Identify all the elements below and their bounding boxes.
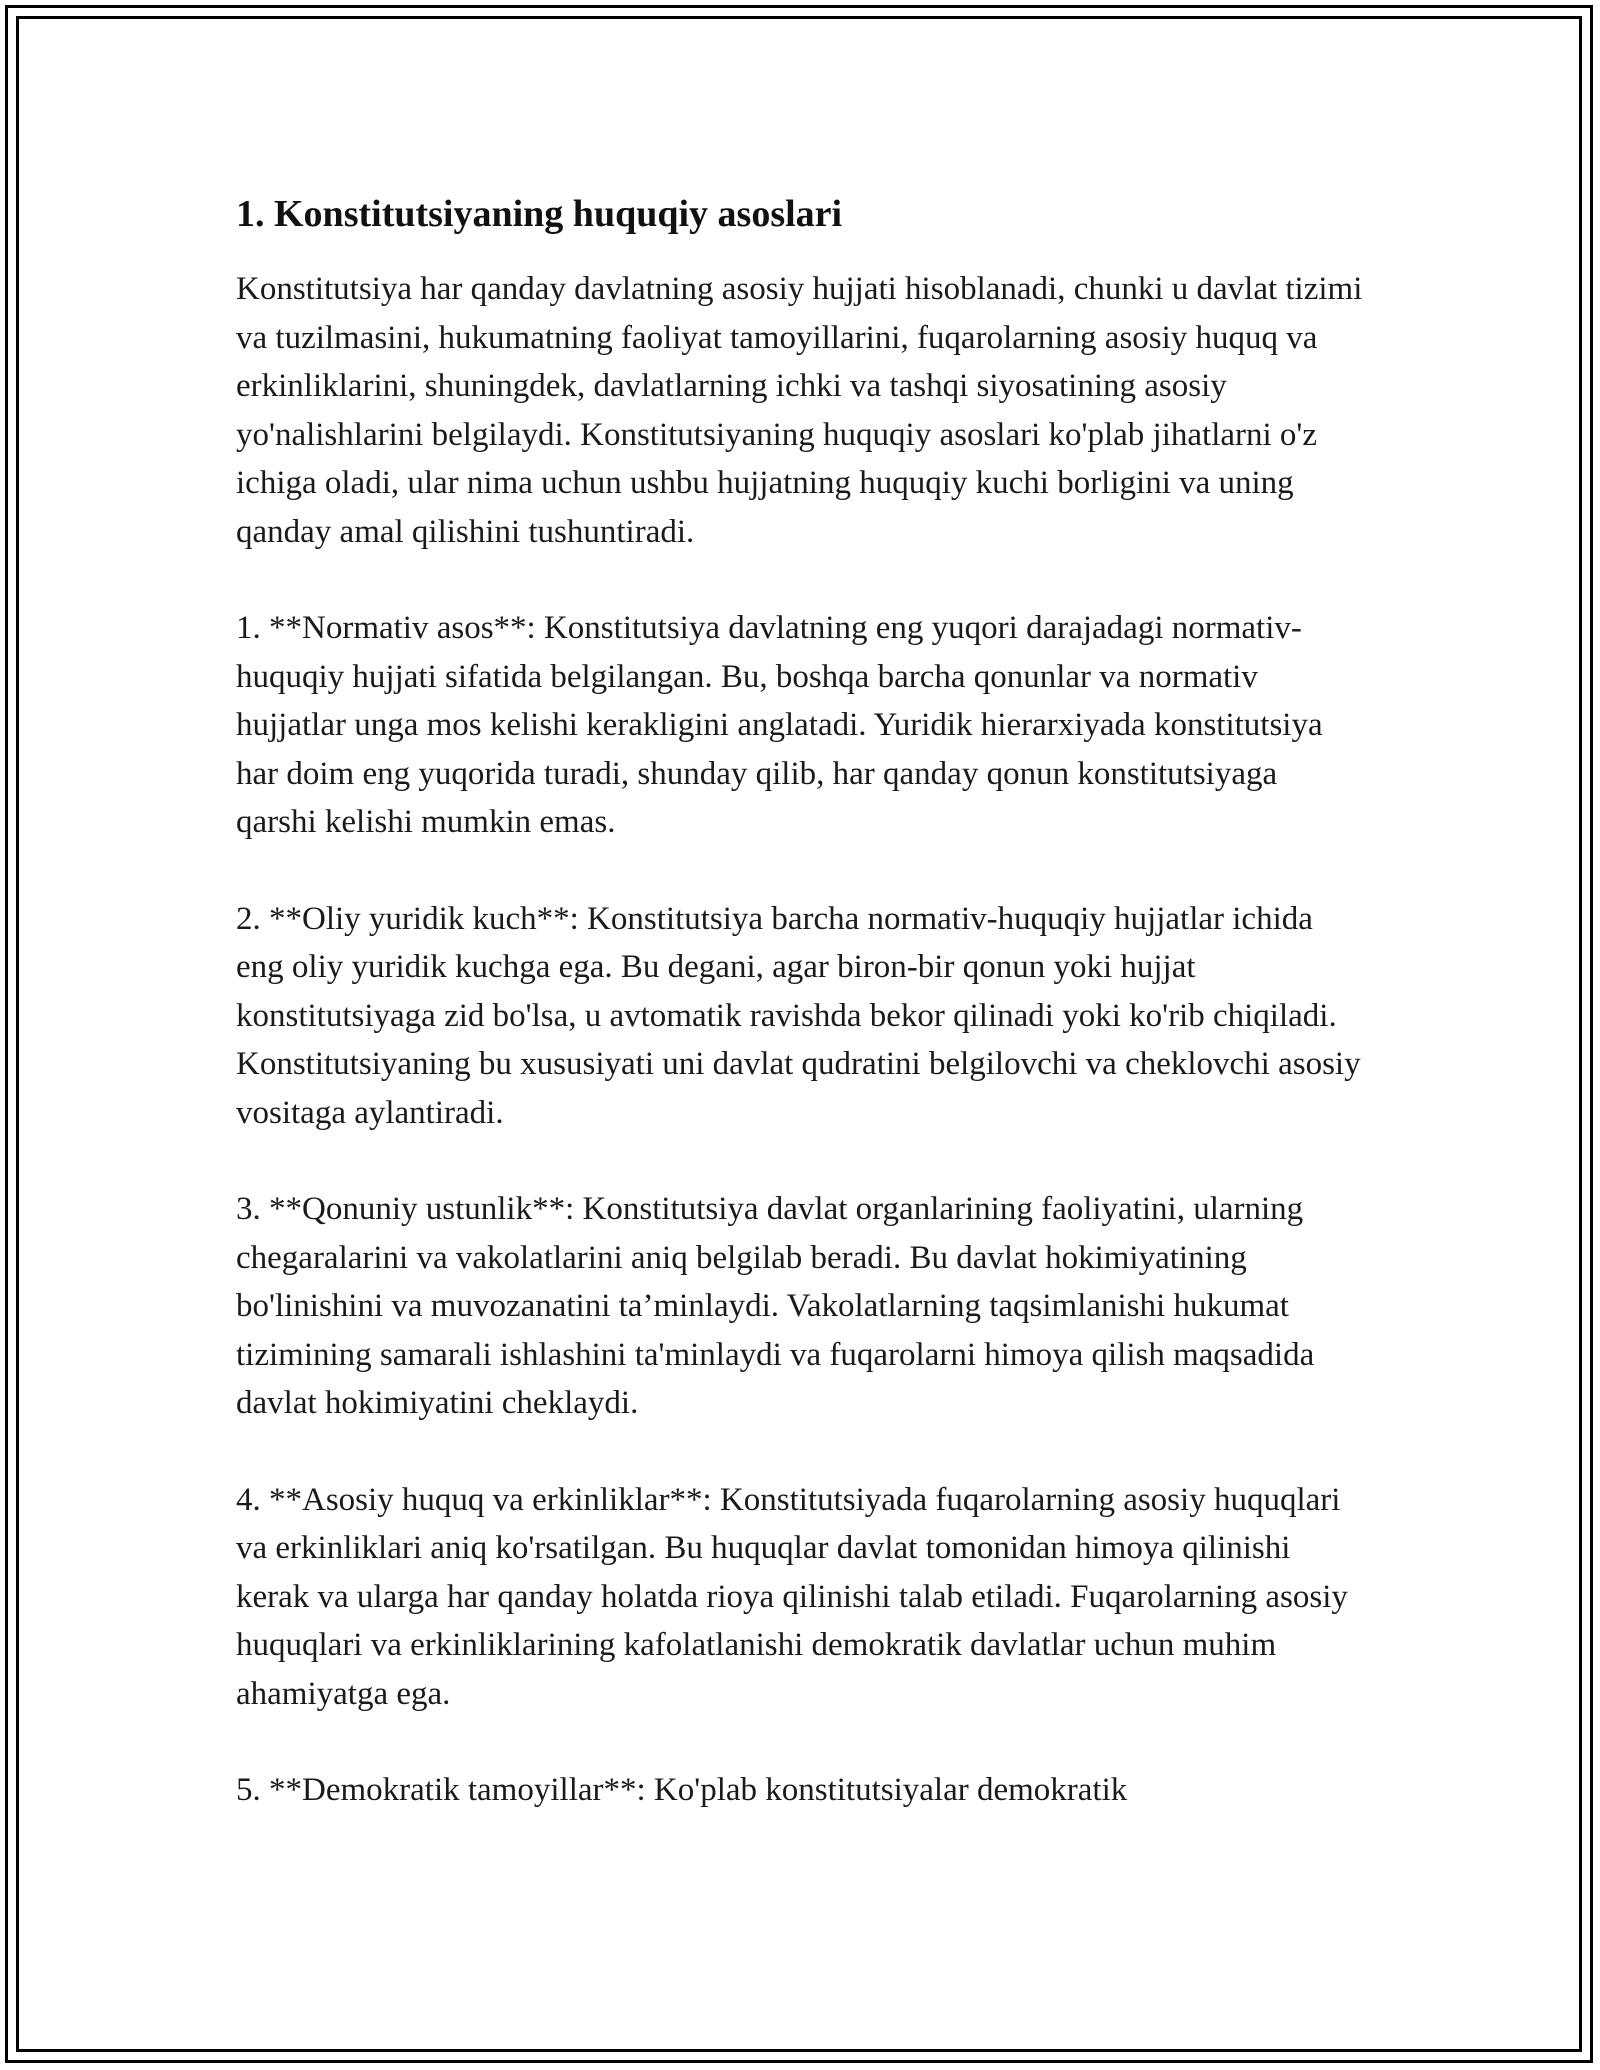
paragraph-demokratik-tamoyillar: 5. **Demokratik tamoyillar**: Ko'plab konstitutsiyalar demokratik: [236, 1772, 1128, 1808]
section-heading: 1. Konstitutsiyaning huquqiy asoslari: [236, 193, 843, 235]
paragraph-oliy-yuridik-kuch: 2. **Oliy yuridik kuch**: Konstitutsiya barcha normativ-huquqiy hujjatlar ichida eng oliy yuridik kuchga ega. Bu degani, agar biron-bir qonun yoki hujjat konstitutsiyaga zid bo'lsa, u avtomatik ravishda bekor qilinadi yoki ko'rib chiqiladi. Konstitutsiyaning bu xususiyati uni davlat qudratini belgilovchi va cheklovchi asosiy vositaga aylantiradi.: [236, 900, 1361, 1131]
intro-paragraph: Konstitutsiya har qanday davlatning asosiy hujjati hisoblanadi, chunki u davlat tizimi va tuzilmasini, hukumatning faoliyat tamoyillarini, fuqarolarning asosiy huquq va erkinliklarini, shuningdek, davlatlarning ichki va tashqi siyosatining asosiy yo'nalishlarini belgilaydi. Konstitutsiyaning huquqiy asoslari ko'plab jihatlarni o'z ichiga oladi, ular nima uchun ushbu hujjatning huquqiy kuchi borligini va uning qanday amal qilishini tushuntiradi.: [236, 271, 1363, 550]
paragraph-qonuniy-ustunlik: 3. **Qonuniy ustunlik**: Konstitutsiya davlat organlarining faoliyatini, ularning chegaralarini va vakolatlarini aniq belgilab beradi. Bu davlat hokimiyatining bo'linishini va muvozanatini ta’minlaydi. Vakolatlarning taqsimlanishi hukumat tizimining samarali ishlashini ta'minlaydi va fuqarolarni himoya qilish maqsadida davlat hokimiyatini cheklaydi.: [236, 1191, 1315, 1421]
document-body: [236, 185, 1366, 1863]
paragraph-asosiy-huquq: 4. **Asosiy huquq va erkinliklar**: Konstitutsiyada fuqarolarning asosiy huquqlari va erkinliklari aniq ko'rsatilgan. Bu huquqlar davlat tomonidan himoya qilinishi kerak va ularga har qanday holatda rioya qilinishi talab etiladi. Fuqarolarning asosiy huquqlari va erkinliklarining kafolatlanishi demokratik davlatlar uchun muhim ahamiyatga ega.: [236, 1481, 1348, 1712]
paragraph-normativ-asos: 1. **Normativ asos**: Konstitutsiya davlatning eng yuqori darajadagi normativ-huquqiy hujjati sifatida belgilangan. Bu, boshqa barcha qonunlar va normativ hujjatlar unga mos kelishi kerakligini anglatadi. Yuridik hierarxiyada konstitutsiya har doim eng yuqorida turadi, shunday qilib, har qanday qonun konstitutsiyaga qarshi kelishi mumkin emas.: [236, 610, 1323, 840]
